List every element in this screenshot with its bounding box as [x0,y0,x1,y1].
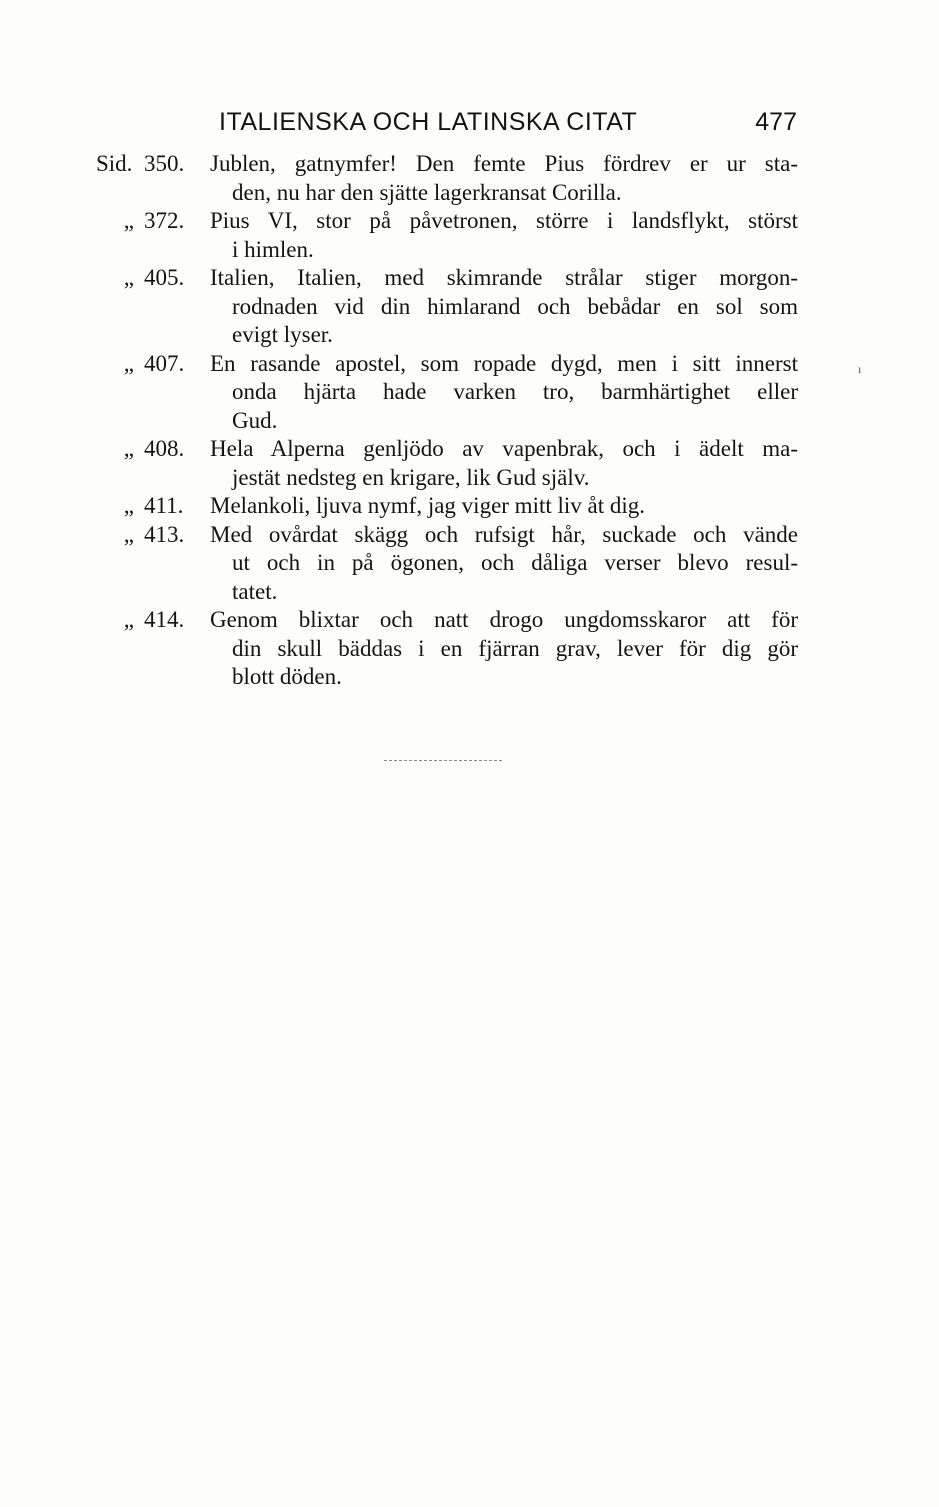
citation-entry [0,521,939,607]
entry-line: En rasande apostel, som ropade dygd, men i sitt innerst [210,350,798,376]
entry-line: Med ovårdat skägg och rufsigt hår, suckade och vände [210,521,798,547]
entry-page-ref [96,521,196,550]
entry-number: 350. [144,151,185,176]
entry-prefix: „ [123,208,134,233]
entry-line: tatet. [232,578,278,604]
entry-number: 407. [144,350,185,376]
entry-page-ref [96,264,196,293]
entry-translation [210,435,798,492]
entry-number: 408. [144,436,185,461]
entry-prefix: „ [123,493,134,518]
entry-line: Genom blixtar och natt drogo ungdomsskaror att för [210,607,798,632]
entry-line: evigt lyser. [232,322,333,347]
entry-page-ref [96,150,196,179]
entry-line: Italien, Italien, med skimrande strålar stiger morgon- [210,265,798,290]
entry-number: 411. [144,493,184,518]
page-number: 477 [755,108,797,136]
entry-prefix: „ [123,350,134,376]
entry-line: den, nu har den sjätte lagerkransat Corilla. [232,179,622,205]
entry-line: blott döden. [232,664,342,689]
entry-prefix: „ [123,436,134,461]
entry-page-ref [96,350,196,379]
section-divider [384,760,502,761]
running-header [219,108,799,142]
entry-line: Jublen, gatnymfer! Den femte Pius fördrev er ur sta- [210,151,798,176]
entry-number: 413. [144,521,185,547]
entry-prefix: „ [123,265,134,290]
citation-entry [0,264,939,350]
entry-line: ut och in på ögonen, och dåliga verser blevo resul- [232,550,798,575]
entry-number: 405. [144,265,185,290]
entry-line: Melankoli, ljuva nymf, jag viger mitt liv åt dig. [210,493,646,518]
entry-prefix: „ [123,521,134,547]
entry-line: jestät nedsteg en krigare, lik Gud själv. [232,464,590,490]
entry-line: din skull bäddas i en fjärran grav, lever för dig gör [232,635,798,661]
entry-line: onda hjärta hade varken tro, barmhärtighet eller [232,379,798,404]
entry-page-ref [96,207,196,236]
citation-entry [0,492,939,521]
entry-number: 372. [144,208,185,233]
entry-line: i himlen. [232,236,314,262]
header-title: ITALIENSKA OCH LATINSKA CITAT [219,108,638,136]
entry-translation [210,350,798,436]
entry-page-ref [96,435,196,464]
entry-page-ref [96,492,196,521]
entry-number: 414. [144,607,185,632]
citation-list [0,150,939,692]
entry-prefix: Sid. [96,151,133,176]
entry-line: rodnaden vid din himlarand och bebådar en sol som [232,293,798,319]
entry-translation [210,606,798,692]
citation-entry [0,435,939,492]
citation-entry [0,207,939,264]
stray-mark: ı [858,362,862,376]
entry-translation [210,150,798,207]
entry-translation [210,521,798,607]
entry-line: Gud. [232,407,278,433]
entry-translation [210,492,798,521]
entry-prefix: „ [123,607,134,632]
citation-entry [0,150,939,207]
entry-line: Pius VI, stor på påvetronen, större i landsflykt, störst [210,208,798,233]
entry-line: Hela Alperna genljödo av vapenbrak, och i ädelt ma- [210,436,798,461]
citation-entry [0,350,939,436]
entry-translation [210,207,798,264]
entry-translation [210,264,798,350]
citation-entry [0,606,939,692]
entry-page-ref [96,606,196,635]
